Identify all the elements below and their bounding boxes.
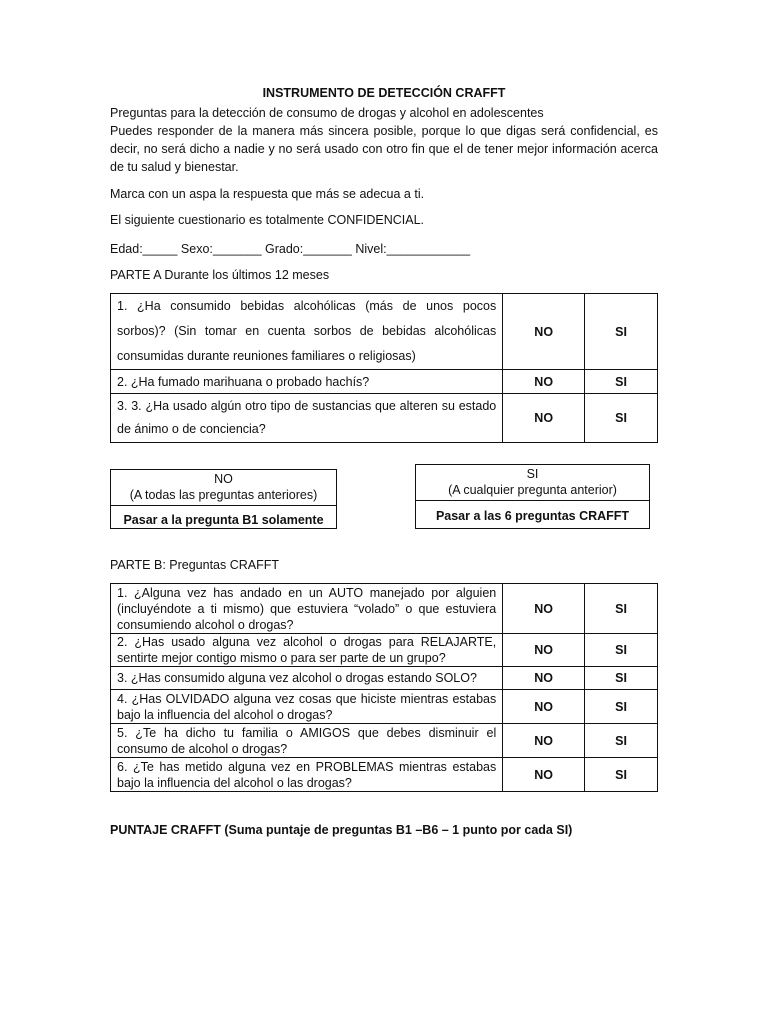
question-text: 3. ¿Has consumido alguna vez alcohol o drogas estando SOLO? (111, 667, 503, 690)
question-text: 5. ¿Te ha dicho tu familia o AMIGOS que debes disminuir el consumo de alcohol o drogas? (111, 724, 503, 758)
table-row (111, 667, 658, 690)
branch-no-action: Pasar a la pregunta B1 solamente (123, 513, 324, 527)
table-row (111, 758, 658, 792)
parte-b-table (110, 583, 658, 792)
branch-si-box (415, 464, 650, 529)
answer-no[interactable]: NO (503, 690, 585, 724)
answer-si[interactable]: SI (585, 667, 658, 690)
branch-si-action: Pasar a las 6 preguntas CRAFFT (435, 509, 630, 523)
answer-no[interactable]: NO (503, 294, 585, 370)
answer-no[interactable]: NO (503, 724, 585, 758)
answer-no[interactable]: NO (503, 394, 585, 443)
table-row (111, 584, 658, 634)
answer-si[interactable]: SI (585, 634, 658, 667)
parte-b-heading: PARTE B: Preguntas CRAFFT (110, 558, 280, 572)
branch-no-label: NO (214, 472, 233, 486)
question-text: 2. ¿Ha fumado marihuana o probado hachís? (111, 370, 503, 394)
intro-paragraph: Puedes responder de la manera más sincera posible, porque lo que digas será confidencial, es decir, no será dicho a nadie y no será usado con otro fin que el de tener mejor información acerca de tu salud y bienestar. (110, 124, 658, 174)
answer-si[interactable]: SI (585, 724, 658, 758)
table-row (111, 394, 658, 443)
parte-a-table (110, 293, 658, 443)
table-row (111, 690, 658, 724)
table-row (111, 294, 658, 370)
document-subtitle: Preguntas para la detección de consumo de drogas y alcohol en adolescentes (110, 106, 544, 120)
question-text: 1. ¿Ha consumido bebidas alcohólicas (más de unos pocos sorbos)? (Sin tomar en cuenta sorbos de bebidas alcohólicas consumidas durante reuniones familiares o religiosas) (111, 294, 503, 370)
table-row (111, 634, 658, 667)
answer-no[interactable]: NO (503, 584, 585, 634)
table-row (111, 724, 658, 758)
question-text: 3. 3. ¿Ha usado algún otro tipo de sustancias que alteren su estado de ánimo o de conciencia? (111, 394, 503, 443)
score-line: PUNTAJE CRAFFT (Suma puntaje de preguntas B1 –B6 – 1 punto por cada SI) (110, 823, 573, 837)
branch-si-condition: (A cualquier pregunta anterior) (448, 483, 617, 497)
table-row (111, 370, 658, 394)
parte-a-heading: PARTE A Durante los últimos 12 meses (110, 268, 330, 282)
answer-si[interactable]: SI (585, 758, 658, 792)
question-text: 6. ¿Te has metido alguna vez en PROBLEMAS mientras estabas bajo la influencia del alcohol o las drogas? (111, 758, 503, 792)
answer-si[interactable]: SI (585, 584, 658, 634)
question-text: 2. ¿Has usado alguna vez alcohol o drogas para RELAJARTE, sentirte mejor contigo mismo o para ser parte de un grupo? (111, 634, 503, 667)
branch-no-box (110, 469, 337, 529)
branch-si-label: SI (526, 467, 539, 481)
confidential-text: El siguiente cuestionario es totalmente CONFIDENCIAL. (110, 213, 425, 227)
answer-si[interactable]: SI (585, 294, 658, 370)
answer-si[interactable]: SI (585, 690, 658, 724)
answer-no[interactable]: NO (503, 634, 585, 667)
answer-no[interactable]: NO (503, 370, 585, 394)
answer-no[interactable]: NO (503, 667, 585, 690)
question-text: 1. ¿Alguna vez has andado en un AUTO manejado por alguien (incluyéndote a ti mismo) que estuviera “volado” o que estuviera consumiendo alcohol o drogas? (111, 584, 503, 634)
answer-si[interactable]: SI (585, 394, 658, 443)
branch-no-condition: (A todas las preguntas anteriores) (129, 488, 318, 502)
demographic-fields: Edad:_____ Sexo:_______ Grado:_______ Nivel:____________ (110, 242, 471, 256)
question-text: 4. ¿Has OLVIDADO alguna vez cosas que hiciste mientras estabas bajo la influencia del alcohol o drogas? (111, 690, 503, 724)
answer-si[interactable]: SI (585, 370, 658, 394)
instruction-text: Marca con un aspa la respuesta que más se adecua a ti. (110, 187, 425, 201)
answer-no[interactable]: NO (503, 758, 585, 792)
document-title: INSTRUMENTO DE DETECCIÓN CRAFFT (262, 86, 506, 100)
